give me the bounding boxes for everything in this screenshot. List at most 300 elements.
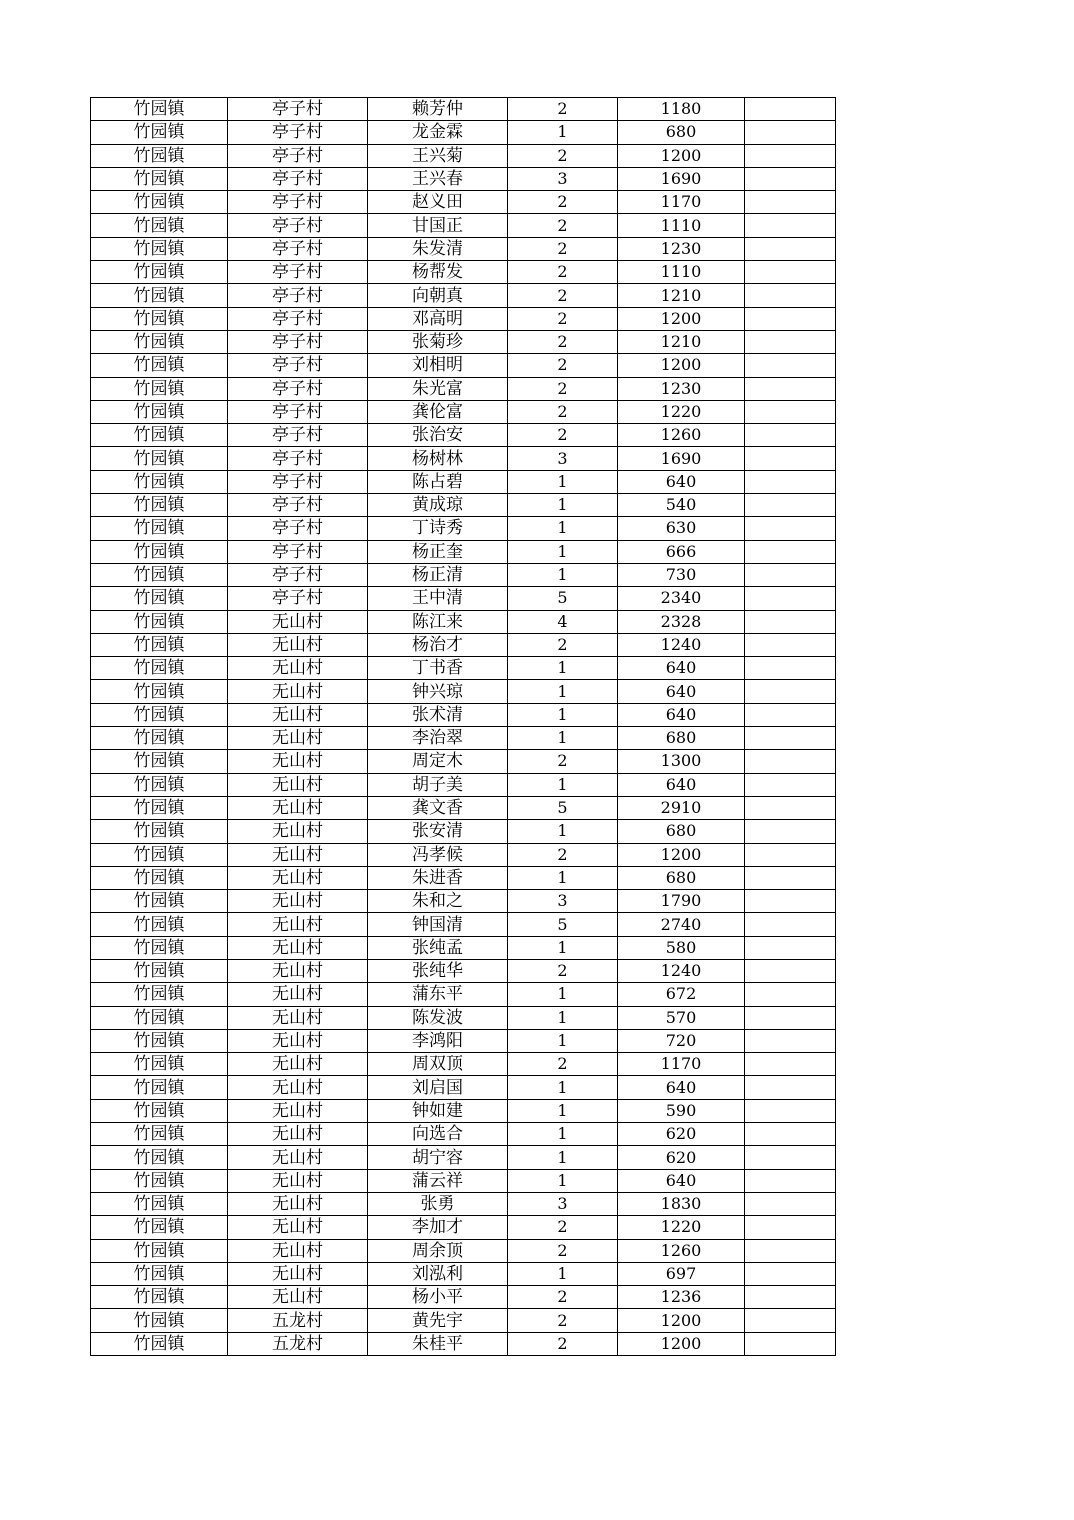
name-cell: 龙金霖 (368, 121, 508, 144)
note-cell (745, 1169, 836, 1192)
table-row (91, 610, 836, 633)
household-count-cell: 2 (508, 400, 618, 423)
village-cell: 亭子村 (228, 377, 368, 400)
amount-cell: 1170 (618, 191, 745, 214)
town-cell: 竹园镇 (91, 540, 228, 563)
table-row (91, 377, 836, 400)
village-cell: 无山村 (228, 1053, 368, 1076)
village-cell: 亭子村 (228, 167, 368, 190)
note-cell (745, 424, 836, 447)
town-cell: 竹园镇 (91, 796, 228, 819)
village-cell: 亭子村 (228, 284, 368, 307)
household-count-cell: 2 (508, 1216, 618, 1239)
amount-cell: 1220 (618, 1216, 745, 1239)
village-cell: 无山村 (228, 913, 368, 936)
table-row (91, 1099, 836, 1122)
village-cell: 无山村 (228, 727, 368, 750)
note-cell (745, 98, 836, 121)
table-row (91, 400, 836, 423)
table-row (91, 796, 836, 819)
table-row (91, 750, 836, 773)
table-body (91, 98, 836, 1356)
name-cell: 冯孝候 (368, 843, 508, 866)
amount-cell: 2910 (618, 796, 745, 819)
name-cell: 张勇 (368, 1192, 508, 1215)
note-cell (745, 796, 836, 819)
note-cell (745, 727, 836, 750)
note-cell (745, 983, 836, 1006)
town-cell: 竹园镇 (91, 377, 228, 400)
note-cell (745, 843, 836, 866)
name-cell: 赵义田 (368, 191, 508, 214)
note-cell (745, 563, 836, 586)
amount-cell: 1210 (618, 330, 745, 353)
town-cell: 竹园镇 (91, 983, 228, 1006)
amount-cell: 2340 (618, 587, 745, 610)
village-cell: 亭子村 (228, 121, 368, 144)
town-cell: 竹园镇 (91, 191, 228, 214)
town-cell: 竹园镇 (91, 121, 228, 144)
name-cell: 胡宁容 (368, 1146, 508, 1169)
village-cell: 无山村 (228, 936, 368, 959)
village-cell: 无山村 (228, 657, 368, 680)
village-cell: 亭子村 (228, 214, 368, 237)
town-cell: 竹园镇 (91, 1216, 228, 1239)
name-cell: 张纯孟 (368, 936, 508, 959)
village-cell: 无山村 (228, 703, 368, 726)
table-row (91, 1309, 836, 1332)
town-cell: 竹园镇 (91, 633, 228, 656)
name-cell: 朱发清 (368, 237, 508, 260)
village-cell: 亭子村 (228, 261, 368, 284)
town-cell: 竹园镇 (91, 400, 228, 423)
household-count-cell: 3 (508, 447, 618, 470)
name-cell: 刘相明 (368, 354, 508, 377)
name-cell: 李治翠 (368, 727, 508, 750)
village-cell: 无山村 (228, 610, 368, 633)
data-table (90, 97, 836, 1356)
household-count-cell: 1 (508, 727, 618, 750)
amount-cell: 680 (618, 866, 745, 889)
table-row (91, 773, 836, 796)
household-count-cell: 1 (508, 1029, 618, 1052)
note-cell (745, 237, 836, 260)
village-cell: 亭子村 (228, 144, 368, 167)
amount-cell: 672 (618, 983, 745, 1006)
name-cell: 李加才 (368, 1216, 508, 1239)
household-count-cell: 2 (508, 98, 618, 121)
village-cell: 亭子村 (228, 470, 368, 493)
household-count-cell: 4 (508, 610, 618, 633)
village-cell: 无山村 (228, 843, 368, 866)
village-cell: 无山村 (228, 796, 368, 819)
town-cell: 竹园镇 (91, 703, 228, 726)
village-cell: 无山村 (228, 680, 368, 703)
household-count-cell: 3 (508, 167, 618, 190)
town-cell: 竹园镇 (91, 913, 228, 936)
amount-cell: 1300 (618, 750, 745, 773)
table-row (91, 307, 836, 330)
note-cell (745, 167, 836, 190)
note-cell (745, 1262, 836, 1285)
table-row (91, 983, 836, 1006)
name-cell: 周双顶 (368, 1053, 508, 1076)
name-cell: 朱和之 (368, 890, 508, 913)
amount-cell: 1200 (618, 1332, 745, 1355)
village-cell: 无山村 (228, 1262, 368, 1285)
household-count-cell: 2 (508, 261, 618, 284)
town-cell: 竹园镇 (91, 890, 228, 913)
household-count-cell: 2 (508, 1309, 618, 1332)
amount-cell: 1200 (618, 144, 745, 167)
town-cell: 竹园镇 (91, 820, 228, 843)
table-row (91, 1146, 836, 1169)
name-cell: 张治安 (368, 424, 508, 447)
amount-cell: 1830 (618, 1192, 745, 1215)
note-cell (745, 377, 836, 400)
village-cell: 亭子村 (228, 98, 368, 121)
town-cell: 竹园镇 (91, 517, 228, 540)
household-count-cell: 1 (508, 773, 618, 796)
name-cell: 张纯华 (368, 959, 508, 982)
household-count-cell: 1 (508, 1146, 618, 1169)
town-cell: 竹园镇 (91, 750, 228, 773)
town-cell: 竹园镇 (91, 936, 228, 959)
amount-cell: 1200 (618, 1309, 745, 1332)
village-cell: 亭子村 (228, 587, 368, 610)
table-row (91, 98, 836, 121)
town-cell: 竹园镇 (91, 144, 228, 167)
note-cell (745, 1146, 836, 1169)
amount-cell: 570 (618, 1006, 745, 1029)
table-row (91, 959, 836, 982)
household-count-cell: 3 (508, 890, 618, 913)
table-row (91, 1262, 836, 1285)
name-cell: 李鸿阳 (368, 1029, 508, 1052)
amount-cell: 666 (618, 540, 745, 563)
household-count-cell: 1 (508, 1123, 618, 1146)
town-cell: 竹园镇 (91, 494, 228, 517)
amount-cell: 640 (618, 470, 745, 493)
household-count-cell: 5 (508, 913, 618, 936)
amount-cell: 1260 (618, 424, 745, 447)
name-cell: 陈占碧 (368, 470, 508, 493)
name-cell: 杨树林 (368, 447, 508, 470)
name-cell: 杨正清 (368, 563, 508, 586)
name-cell: 朱进香 (368, 866, 508, 889)
village-cell: 无山村 (228, 1123, 368, 1146)
household-count-cell: 2 (508, 1053, 618, 1076)
village-cell: 无山村 (228, 1006, 368, 1029)
name-cell: 蒲东平 (368, 983, 508, 1006)
table-row (91, 1286, 836, 1309)
village-cell: 亭子村 (228, 563, 368, 586)
amount-cell: 730 (618, 563, 745, 586)
amount-cell: 1230 (618, 377, 745, 400)
note-cell (745, 1192, 836, 1215)
household-count-cell: 2 (508, 237, 618, 260)
amount-cell: 2328 (618, 610, 745, 633)
town-cell: 竹园镇 (91, 354, 228, 377)
household-count-cell: 1 (508, 820, 618, 843)
note-cell (745, 517, 836, 540)
village-cell: 亭子村 (228, 540, 368, 563)
table-row (91, 633, 836, 656)
name-cell: 丁书香 (368, 657, 508, 680)
amount-cell: 1210 (618, 284, 745, 307)
name-cell: 张术清 (368, 703, 508, 726)
amount-cell: 680 (618, 121, 745, 144)
name-cell: 丁诗秀 (368, 517, 508, 540)
town-cell: 竹园镇 (91, 773, 228, 796)
town-cell: 竹园镇 (91, 1192, 228, 1215)
town-cell: 竹园镇 (91, 1239, 228, 1262)
village-cell: 无山村 (228, 1239, 368, 1262)
amount-cell: 1180 (618, 98, 745, 121)
household-count-cell: 2 (508, 330, 618, 353)
note-cell (745, 866, 836, 889)
amount-cell: 1240 (618, 959, 745, 982)
village-cell: 无山村 (228, 633, 368, 656)
town-cell: 竹园镇 (91, 866, 228, 889)
household-count-cell: 2 (508, 144, 618, 167)
table-row (91, 1123, 836, 1146)
amount-cell: 640 (618, 657, 745, 680)
table-row (91, 657, 836, 680)
village-cell: 无山村 (228, 890, 368, 913)
name-cell: 杨帮发 (368, 261, 508, 284)
name-cell: 刘启国 (368, 1076, 508, 1099)
village-cell: 无山村 (228, 750, 368, 773)
household-count-cell: 2 (508, 307, 618, 330)
amount-cell: 2740 (618, 913, 745, 936)
town-cell: 竹园镇 (91, 610, 228, 633)
note-cell (745, 1216, 836, 1239)
household-count-cell: 2 (508, 377, 618, 400)
name-cell: 龚伦富 (368, 400, 508, 423)
amount-cell: 1230 (618, 237, 745, 260)
town-cell: 竹园镇 (91, 1099, 228, 1122)
table-row (91, 680, 836, 703)
name-cell: 钟如建 (368, 1099, 508, 1122)
table-row (91, 890, 836, 913)
name-cell: 陈发波 (368, 1006, 508, 1029)
note-cell (745, 1123, 836, 1146)
table-row (91, 1216, 836, 1239)
note-cell (745, 890, 836, 913)
village-cell: 无山村 (228, 1216, 368, 1239)
household-count-cell: 2 (508, 843, 618, 866)
name-cell: 向朝真 (368, 284, 508, 307)
household-count-cell: 1 (508, 1099, 618, 1122)
town-cell: 竹园镇 (91, 727, 228, 750)
note-cell (745, 354, 836, 377)
town-cell: 竹园镇 (91, 1123, 228, 1146)
note-cell (745, 1286, 836, 1309)
village-cell: 无山村 (228, 1146, 368, 1169)
amount-cell: 1200 (618, 307, 745, 330)
town-cell: 竹园镇 (91, 587, 228, 610)
table-row (91, 517, 836, 540)
name-cell: 刘泓利 (368, 1262, 508, 1285)
town-cell: 竹园镇 (91, 843, 228, 866)
table-row (91, 587, 836, 610)
village-cell: 无山村 (228, 1169, 368, 1192)
household-count-cell: 1 (508, 540, 618, 563)
town-cell: 竹园镇 (91, 1006, 228, 1029)
amount-cell: 640 (618, 1169, 745, 1192)
household-count-cell: 1 (508, 1006, 618, 1029)
table-row (91, 167, 836, 190)
name-cell: 朱光富 (368, 377, 508, 400)
amount-cell: 1690 (618, 447, 745, 470)
town-cell: 竹园镇 (91, 1262, 228, 1285)
village-cell: 亭子村 (228, 354, 368, 377)
name-cell: 周定木 (368, 750, 508, 773)
note-cell (745, 1239, 836, 1262)
name-cell: 杨正奎 (368, 540, 508, 563)
town-cell: 竹园镇 (91, 424, 228, 447)
name-cell: 周余顶 (368, 1239, 508, 1262)
note-cell (745, 587, 836, 610)
table-row (91, 121, 836, 144)
household-count-cell: 1 (508, 1169, 618, 1192)
name-cell: 邓高明 (368, 307, 508, 330)
town-cell: 竹园镇 (91, 470, 228, 493)
household-count-cell: 1 (508, 470, 618, 493)
note-cell (745, 750, 836, 773)
name-cell: 王兴春 (368, 167, 508, 190)
town-cell: 竹园镇 (91, 261, 228, 284)
amount-cell: 1690 (618, 167, 745, 190)
amount-cell: 1110 (618, 214, 745, 237)
note-cell (745, 959, 836, 982)
table-row (91, 424, 836, 447)
town-cell: 竹园镇 (91, 98, 228, 121)
note-cell (745, 447, 836, 470)
table-row (91, 470, 836, 493)
name-cell: 黄成琼 (368, 494, 508, 517)
name-cell: 陈江来 (368, 610, 508, 633)
name-cell: 王中清 (368, 587, 508, 610)
village-cell: 无山村 (228, 1192, 368, 1215)
note-cell (745, 633, 836, 656)
village-cell: 无山村 (228, 866, 368, 889)
town-cell: 竹园镇 (91, 680, 228, 703)
amount-cell: 1236 (618, 1286, 745, 1309)
village-cell: 亭子村 (228, 330, 368, 353)
town-cell: 竹园镇 (91, 307, 228, 330)
town-cell: 竹园镇 (91, 1029, 228, 1052)
household-count-cell: 5 (508, 796, 618, 819)
town-cell: 竹园镇 (91, 1169, 228, 1192)
household-count-cell: 1 (508, 983, 618, 1006)
table-row (91, 1006, 836, 1029)
village-cell: 无山村 (228, 959, 368, 982)
amount-cell: 640 (618, 680, 745, 703)
note-cell (745, 470, 836, 493)
household-count-cell: 2 (508, 191, 618, 214)
name-cell: 甘国正 (368, 214, 508, 237)
village-cell: 无山村 (228, 820, 368, 843)
table-row (91, 214, 836, 237)
village-cell: 亭子村 (228, 307, 368, 330)
name-cell: 蒲云祥 (368, 1169, 508, 1192)
amount-cell: 1200 (618, 354, 745, 377)
amount-cell: 697 (618, 1262, 745, 1285)
household-count-cell: 2 (508, 1286, 618, 1309)
household-count-cell: 1 (508, 1076, 618, 1099)
household-count-cell: 2 (508, 424, 618, 447)
village-cell: 五龙村 (228, 1309, 368, 1332)
table-row (91, 866, 836, 889)
note-cell (745, 610, 836, 633)
note-cell (745, 1029, 836, 1052)
amount-cell: 590 (618, 1099, 745, 1122)
name-cell: 杨治才 (368, 633, 508, 656)
note-cell (745, 820, 836, 843)
village-cell: 亭子村 (228, 447, 368, 470)
amount-cell: 720 (618, 1029, 745, 1052)
village-cell: 无山村 (228, 983, 368, 1006)
table-row (91, 1076, 836, 1099)
household-count-cell: 2 (508, 633, 618, 656)
town-cell: 竹园镇 (91, 284, 228, 307)
village-cell: 无山村 (228, 1099, 368, 1122)
note-cell (745, 540, 836, 563)
note-cell (745, 284, 836, 307)
note-cell (745, 1099, 836, 1122)
village-cell: 亭子村 (228, 400, 368, 423)
table-row (91, 284, 836, 307)
note-cell (745, 657, 836, 680)
table-row (91, 1029, 836, 1052)
town-cell: 竹园镇 (91, 959, 228, 982)
note-cell (745, 191, 836, 214)
household-count-cell: 2 (508, 284, 618, 307)
village-cell: 亭子村 (228, 517, 368, 540)
note-cell (745, 703, 836, 726)
household-count-cell: 2 (508, 214, 618, 237)
note-cell (745, 680, 836, 703)
table-row (91, 1192, 836, 1215)
note-cell (745, 913, 836, 936)
note-cell (745, 1076, 836, 1099)
household-count-cell: 2 (508, 959, 618, 982)
note-cell (745, 1309, 836, 1332)
note-cell (745, 121, 836, 144)
amount-cell: 1200 (618, 843, 745, 866)
town-cell: 竹园镇 (91, 447, 228, 470)
amount-cell: 630 (618, 517, 745, 540)
table-row (91, 540, 836, 563)
table-row (91, 820, 836, 843)
household-count-cell: 2 (508, 1239, 618, 1262)
amount-cell: 580 (618, 936, 745, 959)
name-cell: 张安清 (368, 820, 508, 843)
name-cell: 向选合 (368, 1123, 508, 1146)
note-cell (745, 307, 836, 330)
name-cell: 钟兴琼 (368, 680, 508, 703)
town-cell: 竹园镇 (91, 167, 228, 190)
table-row (91, 1239, 836, 1262)
village-cell: 无山村 (228, 1076, 368, 1099)
town-cell: 竹园镇 (91, 1332, 228, 1355)
village-cell: 亭子村 (228, 424, 368, 447)
table-row (91, 494, 836, 517)
town-cell: 竹园镇 (91, 330, 228, 353)
table-row (91, 703, 836, 726)
